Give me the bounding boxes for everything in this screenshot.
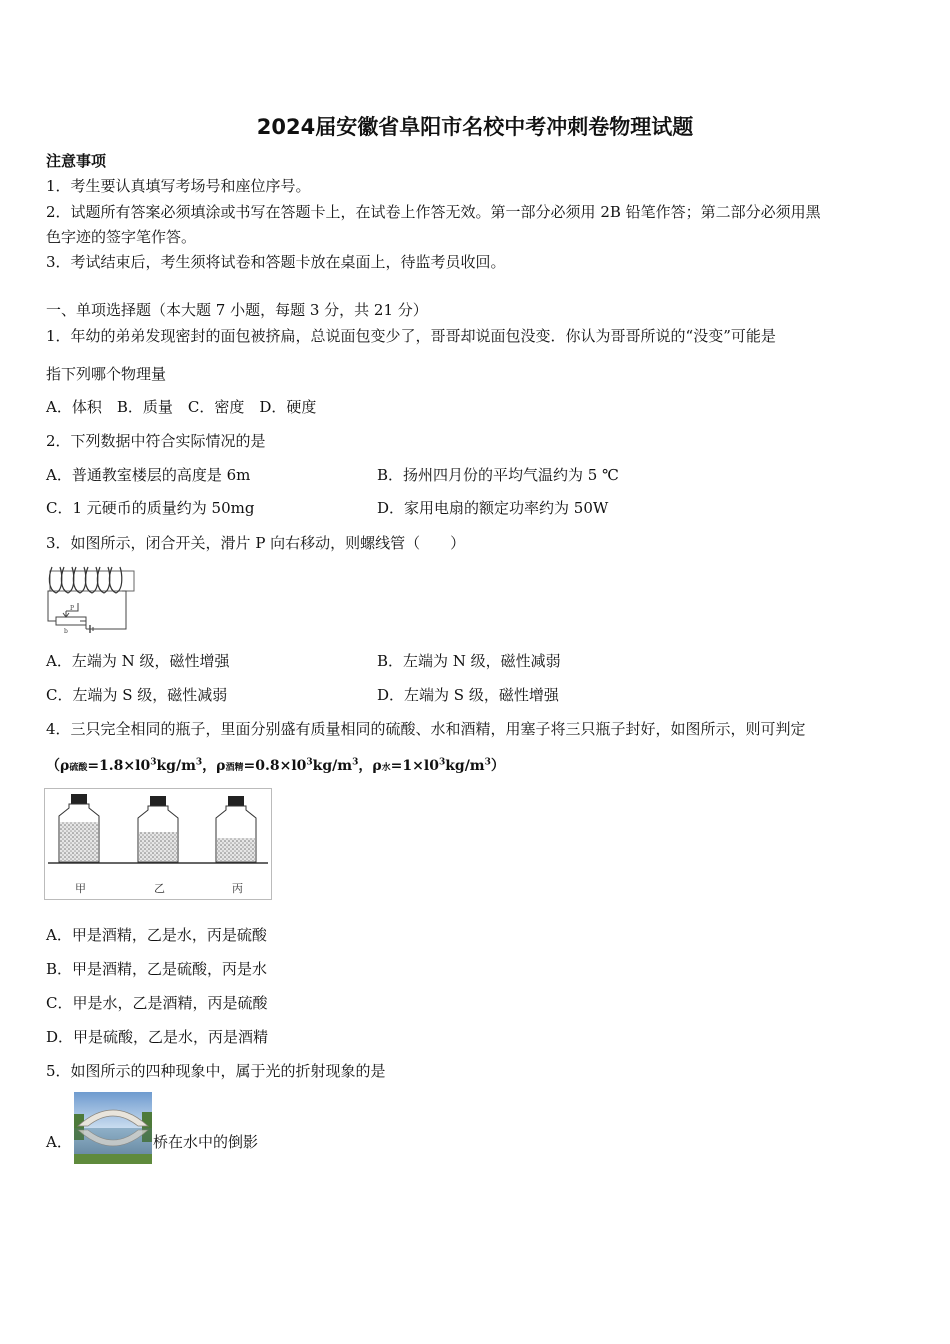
density-unit-1: kg/m bbox=[156, 758, 196, 774]
q5-stem: 5．如图所示的四种现象中，属于光的折射现象的是 bbox=[46, 1062, 386, 1080]
q3-option-a: A．左端为 N 级，磁性增强 bbox=[46, 652, 230, 670]
density-exp-1: 3 bbox=[150, 757, 157, 768]
q3-option-b: B．左端为 N 级，磁性减弱 bbox=[377, 652, 561, 670]
q2-option-c: C．1 元硬币的质量约为 50mg bbox=[46, 499, 255, 517]
bottle-label-yi: 乙 bbox=[154, 882, 165, 895]
bottles-figure bbox=[44, 788, 272, 900]
bottle-label-jia: 甲 bbox=[75, 882, 86, 895]
density-sub-alcohol: 酒精 bbox=[225, 763, 244, 773]
notice-item-1: 1．考生要认真填写考场号和座位序号。 bbox=[46, 177, 311, 195]
q5-option-a-label: A． bbox=[46, 1133, 72, 1151]
bridge-reflection-image bbox=[74, 1092, 152, 1164]
notice-item-3: 3．考试结束后，考生须将试卷和答题卡放在桌面上，待监考员收回。 bbox=[46, 253, 506, 271]
density-sep-1: ，ρ bbox=[202, 758, 226, 774]
density-unit-3: kg/m bbox=[445, 758, 485, 774]
q1-line1: 1．年幼的弟弟发现密封的面包被挤扁，总说面包变少了，哥哥却说面包没变．你认为哥哥所说的“没变”可能是 bbox=[46, 327, 776, 345]
q1-options: A．体积 B．质量 C．密度 D．硬度 bbox=[46, 398, 317, 416]
label-b: b bbox=[64, 628, 68, 635]
q4-option-c: C．甲是水，乙是酒精，丙是硫酸 bbox=[46, 994, 268, 1012]
q2-option-b: B．扬州四月份的平均气温约为 5 ℃ bbox=[377, 466, 619, 484]
q2-option-a: A．普通教室楼层的高度是 6m bbox=[46, 466, 251, 484]
q4-stem: 4．三只完全相同的瓶子，里面分别盛有质量相同的硫酸、水和酒精，用塞子将三只瓶子封好，如图所示，则可判定 bbox=[46, 720, 806, 738]
density-sub-water: 水 bbox=[381, 763, 391, 773]
density-exp-2: 3 bbox=[306, 757, 313, 768]
bottle-bing bbox=[216, 796, 256, 862]
solenoid-circuit-figure bbox=[44, 563, 138, 635]
density-unit-exp-2: 3 bbox=[352, 757, 359, 768]
q2-stem: 2．下列数据中符合实际情况的是 bbox=[46, 432, 266, 450]
q1-line2: 指下列哪个物理量 bbox=[46, 365, 167, 383]
density-unit-2: kg/m bbox=[312, 758, 353, 774]
label-p: P bbox=[70, 605, 75, 612]
q4-option-b: B．甲是酒精，乙是硫酸，丙是水 bbox=[46, 960, 268, 978]
density-open: （ρ bbox=[46, 758, 70, 774]
bottle-jia bbox=[59, 794, 99, 862]
density-unit-exp-1: 3 bbox=[195, 757, 203, 768]
density-val-sulfuric: =1.8×l0 bbox=[87, 758, 151, 774]
notice-item-2: 2．试题所有答案必须填涂或书写在答题卡上，在试卷上作答无效。第一部分必须用 2B 铅笔作答；第二部分必须用黑 bbox=[46, 203, 821, 221]
density-close: ） bbox=[490, 758, 505, 774]
section-heading: 一、单项选择题（本大题 7 小题，每题 3 分，共 21 分） bbox=[46, 301, 428, 319]
bottle-label-bing: 丙 bbox=[232, 882, 243, 895]
density-sub-sulfuric: 硫酸 bbox=[69, 763, 88, 773]
q3-option-c: C．左端为 S 级，磁性减弱 bbox=[46, 686, 228, 704]
q4-option-a: A．甲是酒精，乙是水，丙是硫酸 bbox=[46, 926, 267, 944]
q5-option-a-text: 桥在水中的倒影 bbox=[153, 1133, 259, 1151]
q4-density-line bbox=[46, 756, 505, 778]
density-val-alcohol: =0.8×l0 bbox=[243, 758, 307, 774]
density-val-water: =1×l0 bbox=[390, 758, 439, 774]
q3-option-d: D．左端为 S 级，磁性增强 bbox=[377, 686, 559, 704]
q3-stem: 3．如图所示，闭合开关，滑片 P 向右移动，则螺线管（ ） bbox=[46, 534, 466, 552]
density-unit-exp-3: 3 bbox=[484, 757, 491, 768]
bottle-yi bbox=[138, 796, 178, 862]
density-sep-2: ，ρ bbox=[358, 758, 382, 774]
q2-option-d: D．家用电扇的额定功率约为 50W bbox=[377, 499, 609, 517]
notice-item-2-cont: 色字迹的签字笔作答。 bbox=[46, 228, 197, 246]
q4-option-d: D．甲是硫酸，乙是水，丙是酒精 bbox=[46, 1028, 269, 1046]
density-exp-3: 3 bbox=[438, 757, 446, 768]
notice-heading: 注意事项 bbox=[46, 152, 107, 170]
page-title: 2024届安徽省阜阳市名校中考冲刺卷物理试题 bbox=[256, 115, 694, 139]
